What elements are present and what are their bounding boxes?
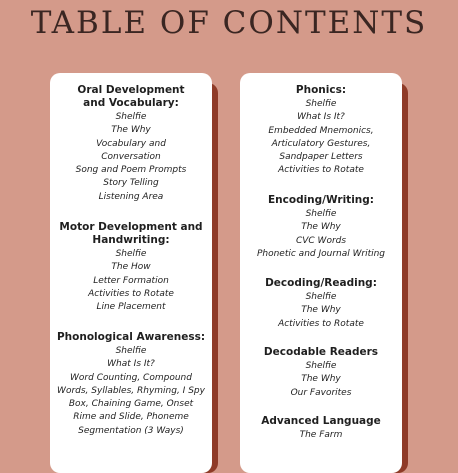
right-card-panel [240, 73, 402, 473]
section-heading: Phonics: [295, 84, 347, 96]
toc-item[interactable]: The Why [301, 305, 341, 316]
toc-item[interactable]: The Why [301, 374, 341, 385]
left-card-panel [50, 73, 212, 473]
toc-item[interactable]: The Why [301, 222, 341, 233]
toc-item[interactable]: Story Telling [103, 178, 159, 189]
toc-item[interactable]: Activities to Rotate [88, 288, 174, 299]
toc-item[interactable]: Conversation [101, 151, 161, 162]
toc-item[interactable]: Word Counting, Compound Words, Syllables, Rhyming, I Spy Box, Chaining Game, Onset Rime and Slide, Phoneme Segmentation (3 Ways) [57, 372, 205, 436]
toc-item[interactable]: Shelfie [305, 209, 337, 219]
right-column-card [240, 73, 404, 473]
toc-item[interactable]: Activities to Rotate [278, 318, 364, 329]
toc-item[interactable]: CVC Words [295, 235, 347, 246]
toc-item[interactable]: Vocabulary and [96, 138, 166, 149]
left-column-card [50, 73, 214, 473]
toc-item[interactable]: Letter Formation [93, 275, 169, 286]
toc-item[interactable]: Shelfie [305, 99, 337, 109]
section-heading: Encoding/Writing: [267, 194, 374, 206]
toc-item[interactable]: Sandpaper Letters [279, 152, 363, 163]
toc-item[interactable]: Shelfie [115, 112, 147, 122]
section-heading: Oral Development and Vocabulary: [77, 84, 185, 109]
toc-item[interactable]: Activities to Rotate [278, 165, 364, 176]
toc-item[interactable]: The Why [111, 125, 151, 136]
section-oral-development [50, 84, 212, 204]
section-phonics [240, 84, 402, 178]
page-title: TABLE OF CONTENTS [30, 5, 428, 41]
section-heading: Decoding/Reading: [265, 277, 377, 289]
toc-item[interactable]: The How [111, 262, 151, 273]
section-decoding-reading [240, 277, 402, 331]
section-decodable-readers [240, 346, 402, 400]
toc-item[interactable]: Song and Poem Prompts [75, 165, 187, 176]
toc-item[interactable]: Phonetic and Journal Writing [256, 248, 386, 259]
toc-item[interactable]: Shelfie [305, 292, 337, 302]
toc-item[interactable]: What Is It? [297, 112, 345, 123]
toc-item[interactable]: What Is It? [107, 359, 155, 370]
toc-item[interactable]: Embedded Mnemonics, [268, 125, 374, 136]
section-advanced-language [240, 415, 402, 442]
section-heading: Motor Development and Handwriting: [59, 221, 203, 246]
toc-item[interactable]: Our Favorites [290, 387, 352, 398]
toc-item[interactable]: Articulatory Gestures, [271, 138, 371, 149]
section-motor-development [50, 221, 212, 314]
toc-item[interactable]: Shelfie [115, 249, 147, 259]
section-encoding-writing [240, 194, 402, 261]
toc-item[interactable]: The Farm [299, 430, 343, 440]
toc-item[interactable]: Line Placement [96, 302, 166, 313]
toc-item[interactable]: Shelfie [305, 361, 337, 371]
toc-item[interactable]: Listening Area [98, 191, 164, 202]
toc-item[interactable]: Shelfie [115, 346, 147, 356]
section-heading: Advanced Language [261, 415, 381, 427]
section-heading: Decodable Readers [263, 346, 379, 358]
section-heading: Phonological Awareness: [56, 331, 206, 343]
section-phonological-awareness [50, 331, 212, 438]
